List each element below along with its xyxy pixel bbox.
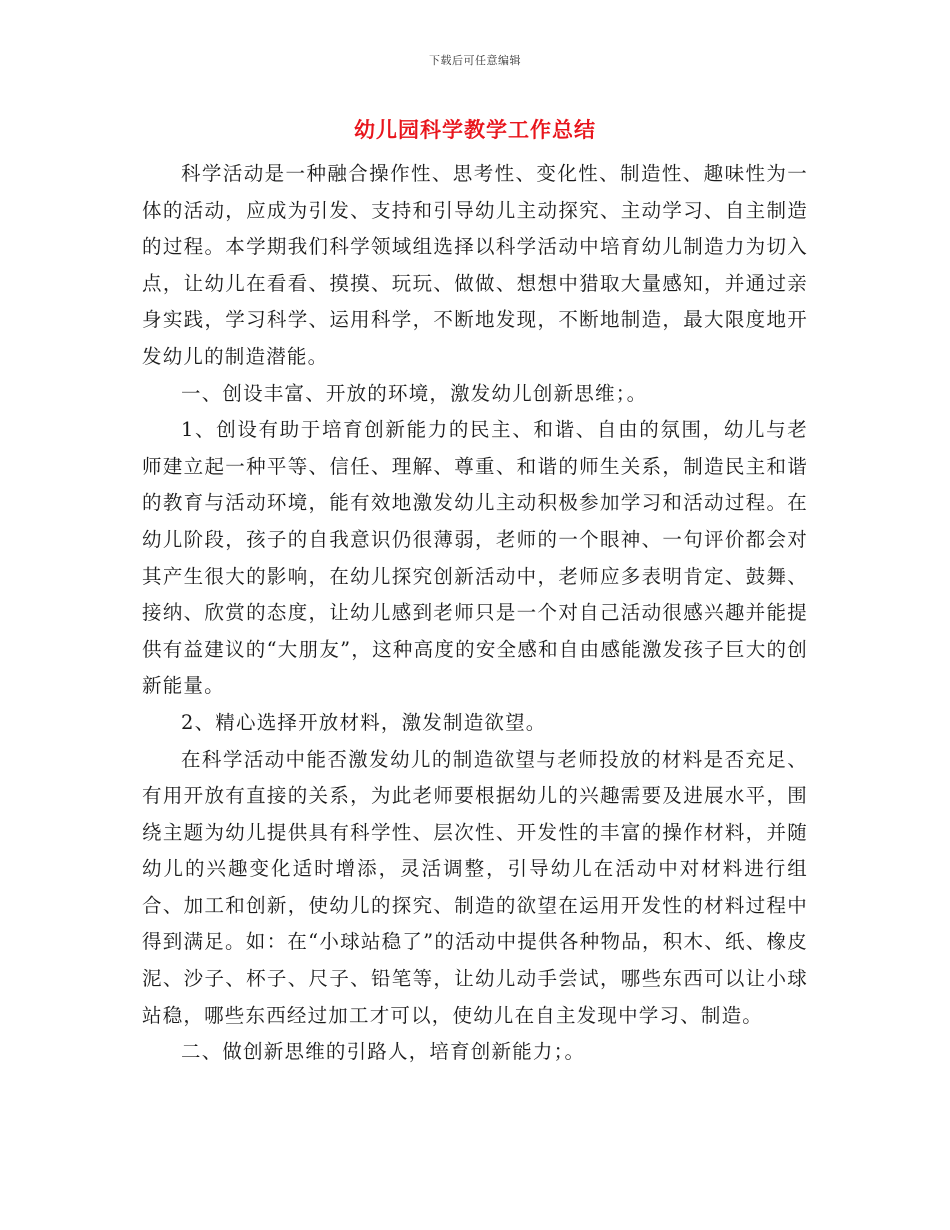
- paragraph-intro: 科学活动是一种融合操作性、思考性、变化性、制造性、趣味性为一体的活动，应成为引发、支持和引导幼儿主动探究、主动学习、自主制造的过程。本学期我们科学领域组选择以科学活动中培育幼儿制造力为切入点，让幼儿在看看、摸摸、玩玩、做做、想想中猎取大量感知，并通过亲身实践，学习科学、运用科学，不断地发现，不断地制造，最大限度地开发幼儿的制造潜能。: [142, 162, 808, 368]
- paragraph-item-2-heading: 2、精心选择开放材料，激发制造欲望。: [181, 710, 547, 734]
- section-heading-2: 二、做创新思维的引路人，培育创新能力；。: [181, 1040, 586, 1064]
- download-note: 下载后可任意编辑: [429, 54, 521, 67]
- paragraph-item-2: 在科学活动中能否激发幼儿的制造欲望与老师投放的材料是否充足、有用开放有直接的关系，为此老师要根据幼儿的兴趣需要及进展水平，围绕主题为幼儿提供具有科学性、层次性、开发性的丰富的操作材料，并随幼儿的兴趣变化适时增添，灵活调整，引导幼儿在活动中对材料进行组合、加工和创新，使幼儿的探究、制造的欲望在运用开发性的材料过程中得到满足。如：在“小球站稳了”的活动中提供各种物品，积木、纸、橡皮泥、沙子、杯子、尺子、铅笔等，让幼儿动手尝试，哪些东西可以让小球站稳，哪些东西经过加工才可以，使幼儿在自主发现中学习、制造。: [142, 747, 808, 1027]
- document-body: [142, 156, 808, 1071]
- paragraph-item-1: 1、创设有助于培育创新能力的民主、和谐、自由的氛围，幼儿与老师建立起一种平等、信任、理解、尊重、和谐的师生关系，制造民主和谐的教育与活动环境，能有效地激发幼儿主动积极参加学习和活动过程。在幼儿阶段，孩子的自我意识仍很薄弱，老师的一个眼神、一句评价都会对其产生很大的影响，在幼儿探究创新活动中，老师应多表明肯定、鼓舞、接纳、欣赏的态度，让幼儿感到老师只是一个对自己活动很感兴趣并能提供有益建议的“大朋友”，这种高度的安全感和自由感能激发孩子巨大的创新能量。: [142, 418, 808, 698]
- section-heading-1: 一、创设丰富、开放的环境，激发幼儿创新思维；。: [181, 381, 648, 405]
- document-title: 幼儿园科学教学工作总结: [354, 117, 596, 142]
